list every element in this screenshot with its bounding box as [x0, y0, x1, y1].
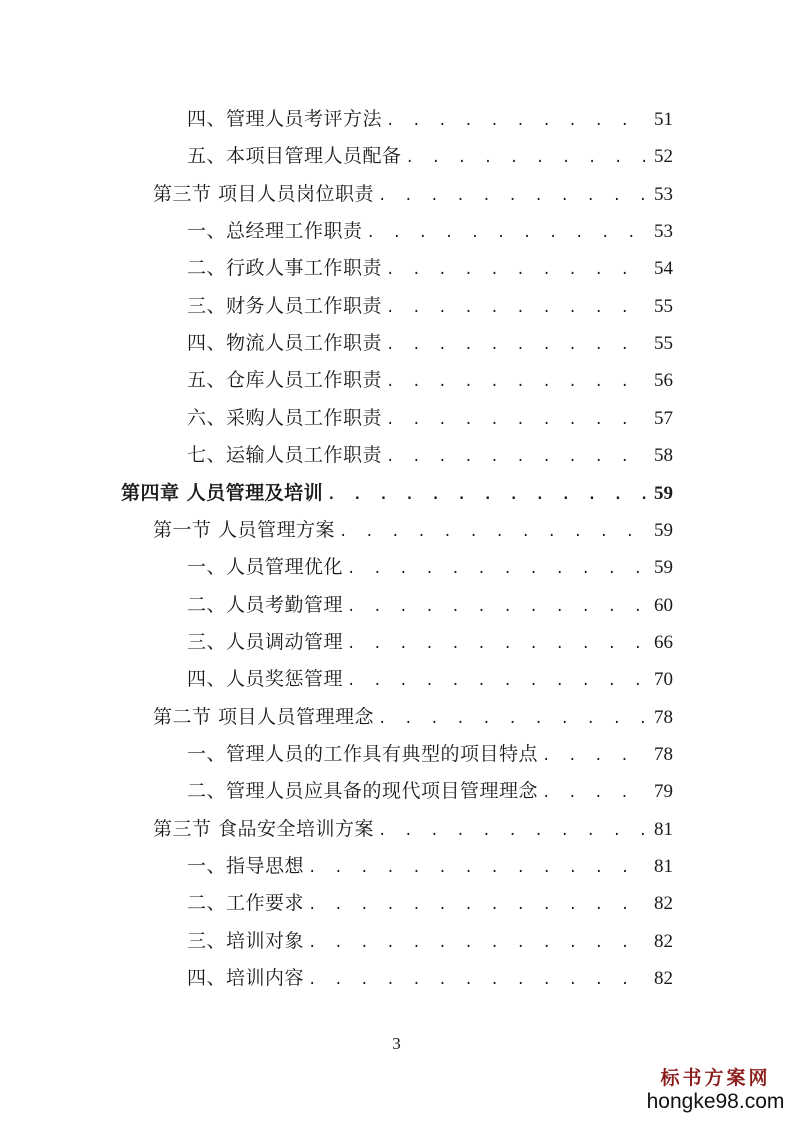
- toc-entry-title: 四、培训内容: [187, 967, 305, 990]
- toc-entry-page: 51: [654, 109, 673, 130]
- toc-entry-page: 53: [654, 221, 673, 243]
- toc-subsection-entry[interactable]: [187, 928, 673, 956]
- toc-entry-title: 二、行政人事工作职责: [187, 257, 383, 280]
- toc-entry-title: 一、总经理工作职责: [187, 220, 363, 243]
- toc-chapter-entry[interactable]: [121, 480, 673, 508]
- toc-leader-dots: [386, 332, 648, 358]
- toc-subsection-entry[interactable]: [187, 293, 673, 321]
- watermark-url: hongke98.com: [646, 1090, 785, 1113]
- toc-subsection-entry[interactable]: [187, 853, 673, 881]
- toc-subsection-entry[interactable]: [187, 778, 673, 806]
- toc-subsection-entry[interactable]: [187, 106, 673, 134]
- toc-entry-page: 79: [654, 781, 673, 803]
- toc-entry-title: 三、人员调动管理: [187, 630, 344, 653]
- toc-entry-page: 53: [654, 183, 673, 205]
- toc-entry-page: 59: [654, 519, 673, 541]
- toc-subsection-entry[interactable]: [187, 965, 673, 993]
- toc-entry-page: 60: [654, 594, 673, 616]
- toc-entry-page: 82: [654, 893, 673, 915]
- toc-entry-title: 第一节 人员管理方案: [153, 518, 336, 541]
- watermark-logo: [643, 1066, 788, 1114]
- page-number: 3: [392, 1034, 401, 1053]
- toc-subsection-entry[interactable]: [187, 442, 673, 470]
- toc-entry-page: 55: [654, 333, 673, 355]
- toc-leader-dots: [542, 743, 648, 769]
- toc-entry-title: 二、工作要求: [187, 892, 305, 915]
- toc-subsection-entry[interactable]: [187, 255, 673, 283]
- toc-entry-title: 三、财务人员工作职责: [187, 294, 383, 317]
- toc-entry-page: 66: [654, 631, 673, 653]
- toc-entry-title: 第三节 食品安全培训方案: [153, 817, 375, 840]
- toc-entry-page: 55: [654, 295, 673, 317]
- toc-leader-dots: [406, 145, 648, 171]
- toc-leader-dots: [378, 706, 648, 732]
- toc-leader-dots: [347, 631, 648, 657]
- toc-leader-dots: [542, 780, 648, 806]
- toc-entry-title: 二、管理人员应具备的现代项目管理理念: [187, 780, 539, 803]
- toc-leader-dots: [339, 519, 648, 545]
- toc-entry-title: 四、物流人员工作职责: [187, 332, 383, 355]
- toc-entry-title: 三、培训对象: [187, 929, 305, 952]
- toc-leader-dots: [386, 295, 648, 321]
- toc-entry-title: 一、人员管理优化: [187, 556, 344, 579]
- toc-entry-title: 五、仓库人员工作职责: [187, 369, 383, 392]
- toc-entry-title: 七、运输人员工作职责: [187, 444, 383, 467]
- toc-leader-dots: [347, 668, 648, 694]
- toc-entry-page: 57: [654, 407, 673, 429]
- toc-leader-dots: [378, 183, 648, 209]
- toc-entry-title: 四、管理人员考评方法: [187, 108, 383, 130]
- toc-entry-page: 82: [654, 968, 673, 990]
- toc-leader-dots: [367, 220, 648, 246]
- toc-entry-page: 56: [654, 370, 673, 392]
- toc-leader-dots: [386, 108, 648, 134]
- toc-entry-page: 82: [654, 930, 673, 952]
- toc-section-entry[interactable]: [153, 181, 673, 209]
- toc-subsection-entry[interactable]: [187, 592, 673, 620]
- toc-entry-page: 81: [654, 818, 673, 840]
- toc-entry-page: 59: [654, 557, 673, 579]
- toc-leader-dots: [386, 444, 648, 470]
- toc-entry-title: 六、采购人员工作职责: [187, 406, 383, 429]
- toc-entry-title: 一、指导思想: [187, 855, 305, 877]
- toc-entry-page: 78: [654, 706, 673, 728]
- toc-entry-title: 四、人员奖惩管理: [187, 668, 344, 691]
- toc-entry-page: 54: [654, 258, 673, 280]
- toc-subsection-entry[interactable]: [187, 330, 673, 358]
- toc-entry-title: 二、人员考勤管理: [187, 593, 344, 616]
- toc-subsection-entry[interactable]: [187, 554, 673, 582]
- toc-subsection-entry[interactable]: [187, 890, 673, 918]
- toc-entry-page: 52: [654, 146, 673, 168]
- toc-leader-dots: [327, 482, 648, 508]
- toc-section-entry[interactable]: [153, 704, 673, 732]
- toc-section-entry[interactable]: [153, 517, 673, 545]
- toc-subsection-entry[interactable]: [187, 405, 673, 433]
- toc-entry-page: 81: [654, 856, 673, 877]
- toc-leader-dots: [386, 257, 648, 283]
- toc-subsection-entry[interactable]: [187, 666, 673, 694]
- toc-subsection-entry[interactable]: [187, 143, 673, 171]
- toc-entry-title: 一、管理人员的工作具有典型的项目特点: [187, 742, 539, 765]
- toc-leader-dots: [308, 967, 648, 993]
- toc-subsection-entry[interactable]: [187, 218, 673, 246]
- toc-entry-title: 第二节 项目人员管理理念: [153, 705, 375, 728]
- toc-entry-page: 78: [654, 743, 673, 765]
- toc-leader-dots: [347, 594, 648, 620]
- watermark-title: 标书方案网: [660, 1067, 771, 1089]
- toc-leader-dots: [347, 556, 648, 582]
- toc-subsection-entry[interactable]: [187, 629, 673, 657]
- toc-leader-dots: [308, 930, 648, 956]
- toc-leader-dots: [378, 818, 648, 844]
- toc-entry-title: 第三节 项目人员岗位职责: [153, 182, 375, 205]
- toc-subsection-entry[interactable]: [187, 741, 673, 769]
- toc-entry-title: 第四章 人员管理及培训: [121, 481, 324, 504]
- toc-section-entry[interactable]: [153, 816, 673, 844]
- toc-leader-dots: [386, 369, 648, 395]
- toc-entry-page: 58: [654, 445, 673, 467]
- toc-leader-dots: [308, 892, 648, 918]
- toc-entry-title: 五、本项目管理人员配备: [187, 145, 402, 168]
- toc-leader-dots: [308, 855, 648, 881]
- toc-subsection-entry[interactable]: [187, 367, 673, 395]
- toc-leader-dots: [386, 407, 648, 433]
- toc-entry-page: 59: [654, 482, 673, 504]
- toc-entry-page: 70: [654, 669, 673, 691]
